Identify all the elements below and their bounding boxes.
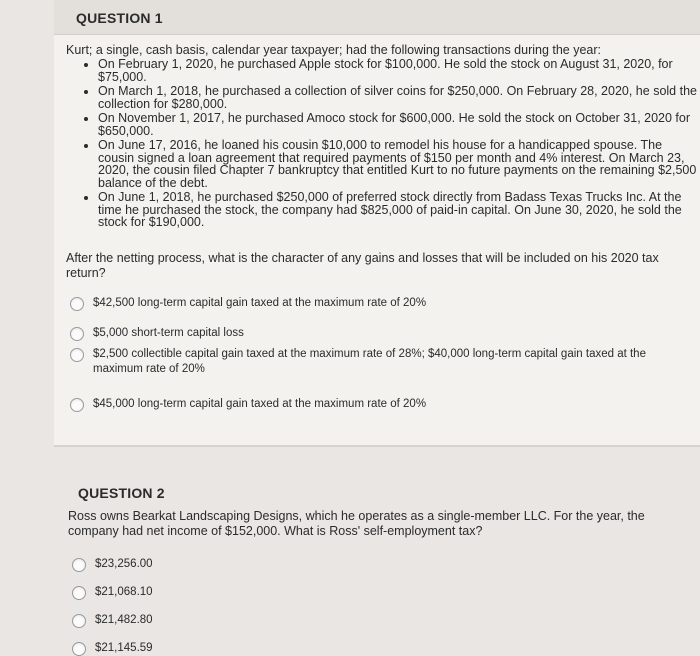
transaction-item: • On June 17, 2016, he loaned his cousin $10,000 to remodel his house for a handicapped spouse. The cousin signed a loan agreement that required payments of $150 per month and 4% interest. On March 23, 2020, the cousin filed Chapter 7 bankruptcy that entitled Kurt to no future payments on the remaining $2,500 balance of the debt.	[98, 139, 698, 189]
answer-option-label: $45,000 long-term capital gain taxed at the maximum rate of 20%	[93, 398, 427, 410]
question-1-prompt: After the netting process, what is the character of any gains and losses that will be included on his 2020 tax return?	[66, 251, 659, 280]
answer-option[interactable]	[72, 613, 372, 628]
transaction-list	[80, 58, 698, 231]
radio-button[interactable]	[70, 398, 84, 412]
answer-option[interactable]	[70, 397, 670, 412]
answer-option[interactable]	[70, 296, 670, 311]
question-1-intro: Kurt; a single, cash basis, calendar year taxpayer; had the following transactions during the year:	[66, 43, 602, 57]
question-2-title: QUESTION 2	[78, 485, 165, 501]
answer-option-label: $21,145.59	[95, 642, 153, 654]
answer-option-label: $5,000 short-term capital loss	[93, 327, 244, 339]
radio-button[interactable]	[72, 586, 86, 600]
transaction-item: • On November 1, 2017, he purchased Amoco stock for $600,000. He sold the stock on October 31, 2020 for $650,000.	[98, 112, 698, 137]
answer-option-label: $2,500 collectible capital gain taxed at the maximum rate of 28%; $40,000 long-term capital gain taxed at the maximum rate of 20%	[93, 348, 646, 375]
question-1-title: QUESTION 1	[76, 10, 163, 26]
radio-button[interactable]	[70, 297, 84, 311]
radio-button[interactable]	[72, 642, 86, 656]
radio-button[interactable]	[70, 348, 84, 362]
answer-option-label: $21,068.10	[95, 586, 153, 598]
transaction-item: • On March 1, 2018, he purchased a collection of silver coins for $250,000. On February 28, 2020, he sold the collection for $280,000.	[98, 85, 698, 110]
radio-button[interactable]	[72, 614, 86, 628]
answer-option[interactable]	[72, 641, 372, 656]
radio-button[interactable]	[70, 327, 84, 341]
answer-option[interactable]	[70, 326, 670, 341]
section-divider	[54, 445, 700, 447]
answer-option-label: $42,500 long-term capital gain taxed at the maximum rate of 20%	[93, 297, 427, 309]
answer-option-label: $23,256.00	[95, 558, 153, 570]
question-2-prompt: Ross owns Bearkat Landscaping Designs, which he operates as a single-member LLC. For the year, the company had net income of $152,000. What is Ross' self-employment tax?	[68, 509, 645, 538]
radio-button[interactable]	[72, 558, 86, 572]
answer-option[interactable]	[72, 585, 372, 600]
transaction-item: • On February 1, 2020, he purchased Apple stock for $100,000. He sold the stock on August 31, 2020, for $75,000.	[98, 58, 698, 83]
answer-option[interactable]	[72, 557, 372, 572]
answer-option[interactable]	[70, 347, 680, 377]
answer-option-label: $21,482.80	[95, 614, 153, 626]
transaction-item: • On June 1, 2018, he purchased $250,000 of preferred stock directly from Badass Texas Trucks Inc. At the time he purchased the stock, the company had $825,000 of paid-in capital. On June 30, 2020, he sold the stock for $190,000.	[98, 191, 698, 229]
